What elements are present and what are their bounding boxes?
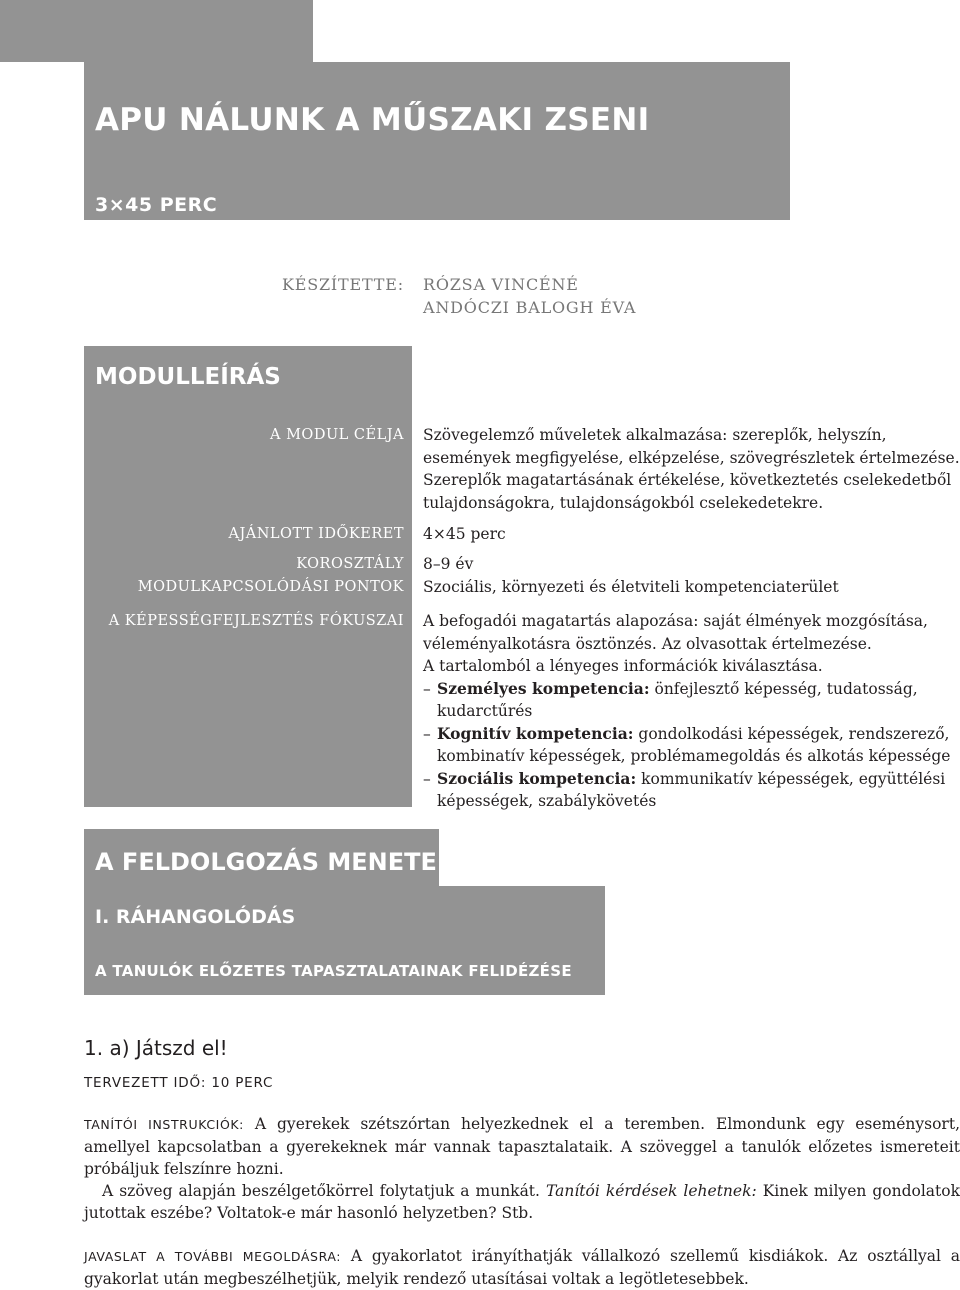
value-goal: Szövegelemző műveletek alkalmazása: szereplők, helyszín, események megfigyelése, elképzelése, szövegrészletek értelmezése. Szereplők magatartásának értékelése, következtetés cselekedetből tulajdonságokra, tulajdonságokból cselekedetekre. <box>423 426 960 512</box>
planned-time: TERVEZETT IDŐ: 10 PERC <box>84 1075 274 1091</box>
competency-item: – Személyes kompetencia: önfejlesztő képesség, tudatosság, <box>423 678 918 698</box>
further-solution-proposal: JAVASLAT A TOVÁBBI MEGOLDÁSRA: A gyakorlatot irányíthatják vállalkozó szellemű kisdiákok. Az osztállyal a gyakorlat után megbeszélhetjük, melyik rendező utasításai voltak a legötletesebbek. <box>84 1247 960 1288</box>
module-label-column <box>84 401 412 807</box>
label-timeframe: AJÁNLOTT IDŐKERET <box>228 526 404 542</box>
competency-item: – Szociális kompetencia: kommunikatív képességek, együttélési <box>423 768 946 788</box>
label-goal: A MODUL CÉLJA <box>270 427 404 443</box>
value-timeframe: 4×45 perc <box>423 525 506 543</box>
module-description-heading: MODULLEÍRÁS <box>95 364 281 390</box>
author-label: KÉSZÍTETTE: <box>282 275 404 294</box>
module-duration: 3×45 PERC <box>95 194 218 216</box>
step-title: I. RÁHANGOLÓDÁS <box>95 906 296 928</box>
label-connection-points: MODULKAPCSOLÓDÁSI PONTOK <box>137 579 404 595</box>
header-band-top <box>0 0 313 62</box>
label-age-group: KOROSZTÁLY <box>296 556 404 572</box>
author-name: RÓZSA VINCÉNÉ <box>423 275 579 294</box>
module-title: APU NÁLUNK A MŰSZAKI ZSENI <box>95 102 650 138</box>
process-heading: A FELDOLGOZÁS MENETE <box>95 848 437 876</box>
exercise-title: 1. a) Játszd el! <box>84 1036 228 1060</box>
teacher-instructions: TANÍTÓI INSTRUKCIÓK: A gyerekek szétszórtan helyezkednek el a teremben. Elmondunk egy eseménysort, amellyel kapcsolatban a gyerekeknek már vannak tapasztalataik. A szöveggel a tanulók előzetes ismereteit próbáljuk felszínre hozni. <box>84 1115 960 1178</box>
author-name: ANDÓCZI BALOGH ÉVA <box>423 298 637 317</box>
section-title: A TANULÓK ELŐZETES TAPASZTALATAINAK FELIDÉZÉSE <box>95 962 572 980</box>
value-age-group: 8–9 év <box>423 555 474 573</box>
teacher-instructions-continued: A szöveg alapján beszélgetőkörrel folytatjuk a munkát. Tanítói kérdések lehetnek: Kinek milyen gondolatok jutottak eszébe? Voltatok-e már hasonló helyzetben? Stb. <box>84 1182 960 1222</box>
competency-item: – Kognitív kompetencia: gondolkodási képességek, rendszerező, <box>423 723 950 743</box>
value-skill-focus: A befogadói magatartás alapozása: saját élmények mozgósítása, véleményalkotásra ösztönzés. Az olvasottak értelmezése. A tartalomból a lényeges információk kiválasztása. – Személyes kompetencia: önfejlesztő képesség, tudatosság, kudarctűrés – Kognitív kompetencia: gondolkodási képességek, rendszerező, kombinatív képességek, problémamegoldás és alkotás képessége – Szociális kompetencia: kommunikatív képességek, együttélési képességek, szabálykövetés <box>423 612 951 810</box>
value-connection-points: Szociális, környezeti és életviteli kompetenciaterület <box>423 578 839 596</box>
label-skill-focus: A KÉPESSÉGFEJLESZTÉS FÓKUSZAI <box>108 613 404 629</box>
